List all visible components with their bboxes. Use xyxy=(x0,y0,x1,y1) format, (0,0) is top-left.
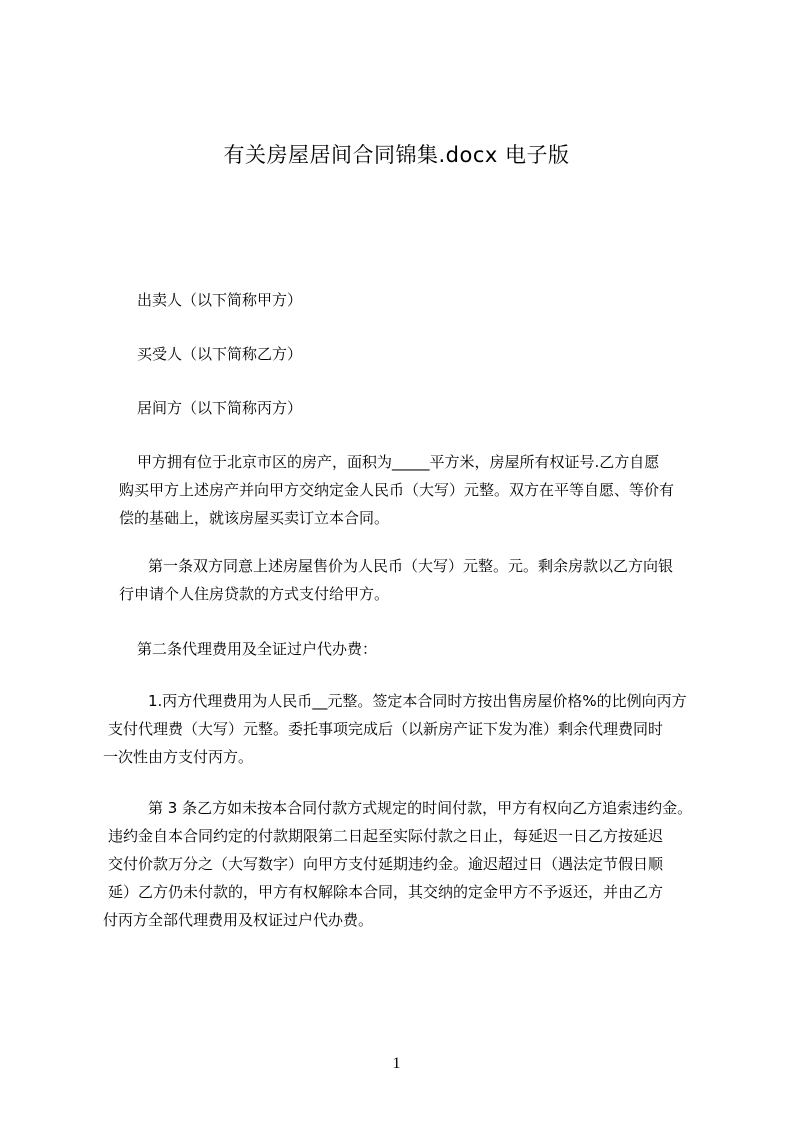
paragraph-line: 违约金自本合同约定的付款期限第二日起至实际付款之日止，每延迟一日乙方按延迟 xyxy=(108,827,664,845)
party-seller: 出卖人（以下简称甲方） xyxy=(137,291,303,309)
party-buyer: 买受人（以下简称乙方） xyxy=(137,345,303,363)
paragraph-line: 第二条代理费用及全证过户代办费： xyxy=(137,640,378,658)
paragraph-line: 购买甲方上述房产并向甲方交纳定金人民币（大写）元整。双方在平等自愿、等价有 xyxy=(119,481,675,499)
paragraph-line: 偿的基础上，就该房屋买卖订立本合同。 xyxy=(119,509,390,527)
paragraph-line: 第 3 条乙方如未按本合同付款方式规定的时间付款，甲方有权向乙方追索违约金。 xyxy=(148,799,693,817)
paragraph-line: 行申请个人住房贷款的方式支付给甲方。 xyxy=(119,585,390,603)
paragraph-line: 支付代理费（大写）元整。委托事项完成后（以新房产证下发为准）剩余代理费同时 xyxy=(108,720,664,738)
party-agent: 居间方（以下简称丙方） xyxy=(137,399,303,417)
paragraph-line: 1.丙方代理费用为人民币__元整。签定本合同时方按出售房屋价格%的比例向丙方 xyxy=(148,692,687,710)
paragraph-line: 甲方拥有位于北京市区的房产，面积为_____平方米，房屋所有权证号.乙方自愿 xyxy=(137,453,660,471)
paragraph-line: 交付价款万分之（大写数字）向甲方支付延期违约金。逾迟超过日（遇法定节假日顺 xyxy=(108,855,664,873)
paragraph-line: 一次性由方支付丙方。 xyxy=(103,748,254,766)
paragraph-line: 延）乙方仍未付款的，甲方有权解除本合同，其交纳的定金甲方不予返还，并由乙方 xyxy=(108,883,664,901)
paragraph-line: 付丙方全部代理费用及权证过户代办费。 xyxy=(103,911,374,929)
paragraph-line: 第一条双方同意上述房屋售价为人民币（大写）元整。元。剩余房款以乙方向银 xyxy=(148,557,674,575)
page-number: 1 xyxy=(392,1055,401,1072)
document-title: 有关房屋居间合同锦集.docx 电子版 xyxy=(223,143,570,167)
